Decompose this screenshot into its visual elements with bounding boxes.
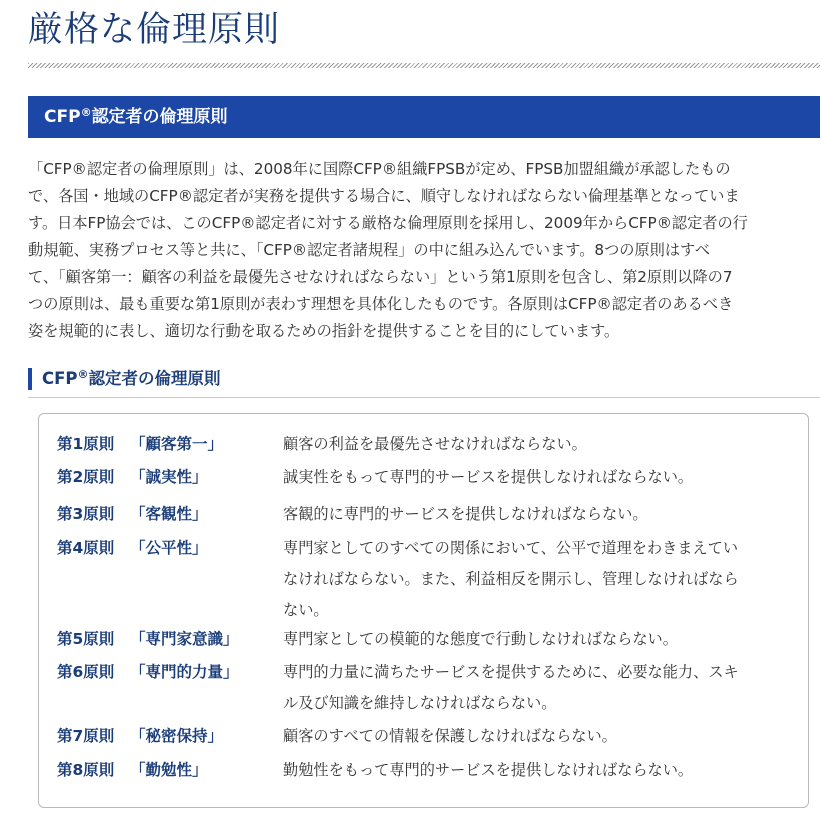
heading-accent-bar (28, 368, 32, 390)
principle-number: 第8原則 (57, 761, 115, 779)
principle-name: 「顧客第一」 (130, 435, 224, 453)
principle-name: 「秘密保持」 (130, 727, 224, 745)
banner-suffix: 認定者の倫理原則 (91, 107, 228, 127)
intro-paragraph: 「CFP®認定者の倫理原則」は、2008年に国際CFP®組織FPSBが定め、FPSB加盟組織が承認したもの で、各国・地域のCFP®認定者が実務を提供する場合に、順守しなければならない倫理基準となっていま す。日本FP協会では、このCFP®認定者に対する厳格な倫理原則を採用し、2009年からCFP®認定者の行 動規範、実務プロセス等と共に、「CFP®認定者諸規程」の中に組み込んでいます。8つの原則はすべ て、「顧客第一：顧客の利益を最優先させなければならない」という第1原則を包含し、第2原則以降の7 つの原則は、最も重要な第1原則が表わす理想を具体化したものです。各原則はCFP®認定者のあるべき 姿を規範的に表し、適切な行動を取るための指針を提供することを目的にしています。 (28, 160, 748, 340)
principle-number: 第5原則 (57, 630, 115, 648)
principle-name: 「勤勉性」 (130, 761, 208, 779)
banner-prefix: CFP (44, 107, 81, 127)
page-title: 厳格な倫理原則 (28, 10, 281, 50)
heading-suffix: 認定者の倫理原則 (88, 369, 221, 388)
principle-number: 第3原則 (57, 505, 115, 523)
principle-name: 「専門家意識」 (130, 630, 239, 648)
principles-box (38, 413, 809, 808)
principle-number: 第2原則 (57, 468, 115, 486)
principle-number: 第4原則 (57, 539, 115, 557)
principle-description: 顧客のすべての情報を保護しなければならない。 (283, 727, 617, 745)
principle-name: 「誠実性」 (130, 468, 208, 486)
title-divider (28, 63, 820, 68)
principle-description: 顧客の利益を最優先させなければならない。 (283, 435, 587, 453)
principle-name: 「客観性」 (130, 505, 208, 523)
principle-description: 専門的力量に満ちたサービスを提供するために、必要な能力、スキ ル及び知識を維持しなければならない。 (283, 663, 739, 712)
banner-registered-mark: ® (80, 106, 92, 119)
heading-registered-mark: ® (77, 368, 89, 381)
principle-description: 専門家としてのすべての関係において、公平で道理をわきまえてい なければならない。また、利益相反を開示し、管理しなければなら ない。 (283, 539, 739, 619)
principle-number: 第1原則 (57, 435, 115, 453)
principle-description: 勤勉性をもって専門的サービスを提供しなければならない。 (283, 761, 694, 779)
principle-number: 第6原則 (57, 663, 115, 681)
heading-prefix: CFP (42, 369, 78, 388)
section-banner (28, 96, 820, 138)
principles-heading-title (42, 364, 220, 394)
principles-heading (28, 364, 820, 398)
principle-number: 第7原則 (57, 727, 115, 745)
principle-name: 「専門的力量」 (130, 663, 239, 681)
principle-description: 客観的に専門的サービスを提供しなければならない。 (283, 505, 648, 523)
principle-name: 「公平性」 (130, 539, 208, 557)
principle-description: 誠実性をもって専門的サービスを提供しなければならない。 (283, 468, 694, 486)
principle-description: 専門家としての模範的な態度で行動しなければならない。 (283, 630, 678, 648)
